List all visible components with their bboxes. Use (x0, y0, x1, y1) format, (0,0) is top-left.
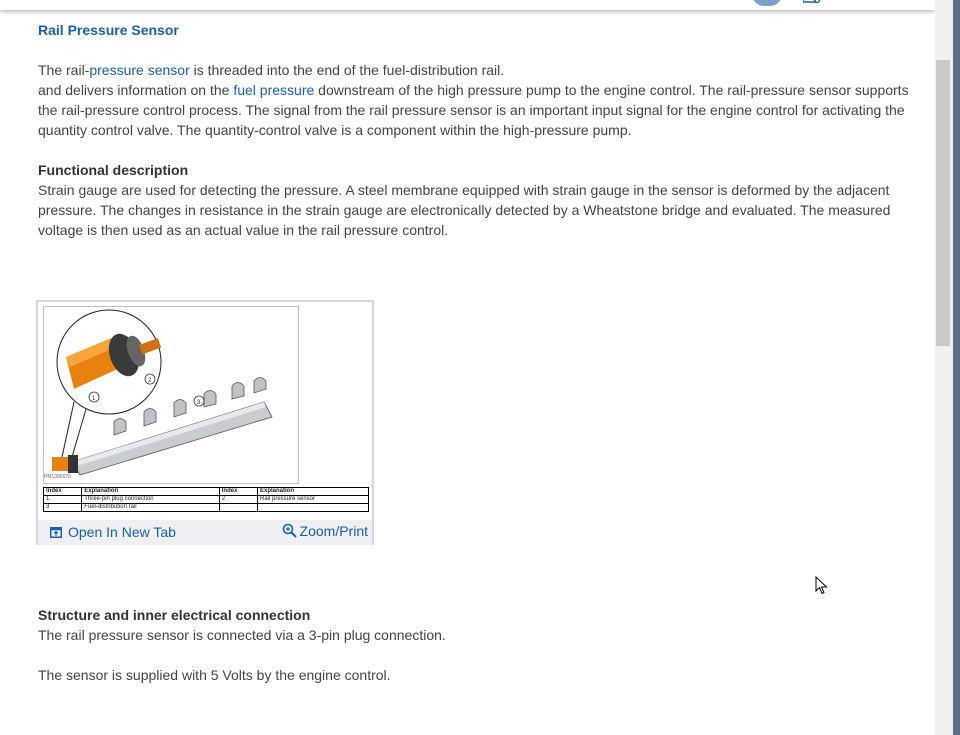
callout-3: 3 (197, 400, 201, 406)
legend-row (44, 504, 369, 512)
scrollbar-thumb[interactable] (936, 60, 950, 346)
mouse-cursor-icon (815, 576, 829, 596)
legend-cell: 2 (219, 496, 257, 504)
zoom-icon (282, 523, 298, 539)
legend-cell: Three-pin plug connection (82, 496, 220, 504)
zoom-print-button[interactable] (282, 523, 368, 539)
description-paragraph (38, 80, 918, 140)
functional-description-text: Strain gauge are used for detecting the pressure. A steel membrane equipped with strain gauge in the sensor is deformed by the adjacent pressure. The changes in resistance in the strain gauge are electronically detected by a Wheatstone bridge and evaluated. The measured voltage is then used as an actual value in the rail pressure control. (38, 182, 891, 238)
image-code: PM1336070 (44, 474, 71, 480)
legend-header: Explanation (257, 488, 368, 496)
legend-header-row (44, 488, 369, 496)
legend-cell (257, 504, 368, 512)
fuel-pressure-link[interactable]: fuel pressure (233, 82, 315, 98)
window-edge (953, 0, 960, 735)
intro-prefix: The rail- (38, 62, 90, 78)
legend-header: Explanation (82, 488, 220, 496)
legend-cell: Rail pressure sensor (257, 496, 368, 504)
legend-cell: 3 (44, 504, 82, 512)
functional-description-heading: Functional description (38, 162, 189, 178)
supply-text: The sensor is supplied with 5 Volts by the engine control. (38, 667, 391, 683)
figure-actions (38, 520, 372, 545)
legend-header: Index (44, 488, 82, 496)
legend-row (44, 496, 369, 504)
open-in-new-tab-label: Open In New Tab (68, 524, 176, 540)
zoom-print-label: Zoom/Print (299, 523, 368, 539)
pressure-sensor-link[interactable]: pressure sensor (89, 62, 190, 78)
open-tab-icon (50, 527, 62, 538)
structure-text: The rail pressure sensor is connected via a 3-pin plug connection. (38, 627, 446, 643)
callout-1: 1 (92, 396, 96, 402)
page-title: Rail Pressure Sensor (38, 22, 179, 38)
sensor-figure (36, 300, 374, 545)
legend-cell: 1 (44, 496, 82, 504)
rail-sensor-illustration (44, 307, 298, 483)
callout-2: 2 (148, 378, 152, 384)
user-avatar-icon[interactable] (752, 0, 782, 6)
intro-paragraph (38, 60, 918, 80)
sensor-diagram-image[interactable] (43, 306, 299, 484)
intro-suffix: is threaded into the end of the fuel-distribution rail. (189, 62, 505, 78)
structure-heading: Structure and inner electrical connection (38, 607, 311, 623)
top-toolbar (0, 0, 935, 10)
search-document-icon[interactable] (803, 0, 821, 3)
para2-prefix: and delivers information on the (38, 82, 234, 98)
legend-header: Index (219, 488, 257, 496)
legend-cell (219, 504, 257, 512)
open-in-new-tab-button[interactable] (50, 524, 176, 540)
article-body (38, 20, 918, 240)
structure-section (38, 605, 918, 685)
para2-suffix: downstream of the high pressure pump to the engine control. The rail-pressure sensor supports the rail-pressure control process. The signal from the rail pressure sensor is an important input signal for the engine control for activating the quantity control valve. The quantity-control valve is a component within the high-pressure pump. (38, 82, 909, 138)
legend-cell: Fuel-distribution rail (82, 504, 220, 512)
legend-table (43, 487, 369, 512)
